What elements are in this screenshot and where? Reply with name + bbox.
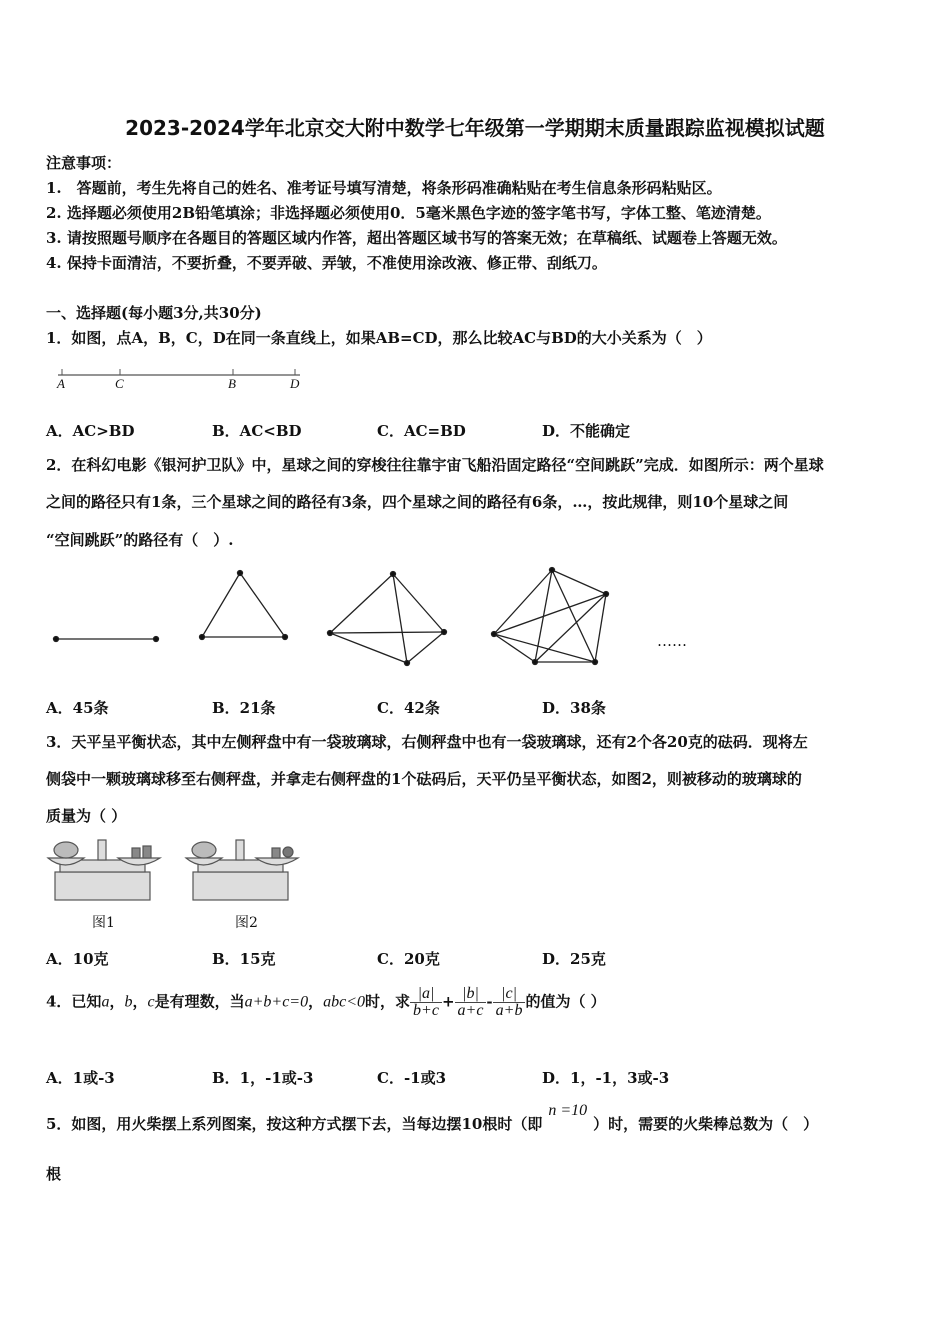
var-a: a: [101, 993, 110, 1011]
question-5-text: [46, 1102, 819, 1134]
figure-2-label: 图2: [235, 915, 258, 931]
point-label: C: [115, 376, 124, 391]
operator: +: [441, 992, 455, 1011]
fraction: $\frac{|a|}{b+c}$: [410, 986, 442, 1019]
var-b: b: [124, 993, 133, 1011]
question-3-line: 侧袋中一颗玻璃球移至右侧秤盘，并拿走右侧秤盘的1个砝码后，天平仍呈平衡状态，如图2，则被移动的玻璃球的: [46, 770, 802, 788]
note-item: 2. 选择题必须使用2B铅笔填涂；非选择题必须使用0．5毫米黑色字迹的签字笔书写，字体工整、笔迹清楚。: [46, 204, 771, 222]
exam-title: 2023-2024学年北京交大附中数学七年级第一学期期末质量跟踪监视模拟试题: [125, 116, 825, 140]
figure-1-label: 图1: [92, 915, 115, 931]
q5-text-part: ）时，需要的火柴棒总数为（ ）: [593, 1115, 819, 1133]
question-3-line: 3．天平呈平衡状态，其中左侧秤盘中有一袋玻璃球，右侧秤盘中也有一袋玻璃球，还有2个各20克的砝码．现将左: [46, 733, 808, 751]
fraction: $\frac{|c|}{a+b}$: [493, 986, 526, 1019]
option-d: D．25克: [542, 950, 606, 968]
note-item: 1. 答题前，考生先将自己的姓名、准考证号填写清楚，将条形码准确粘贴在考生信息条形码粘贴区。: [46, 179, 722, 197]
question-2-line: 之间的路径只有1条，三个星球之间的路径有3条，四个星球之间的路径有6条，…，按此规律，则10个星球之间: [46, 493, 789, 511]
option-c: C．20克: [377, 950, 440, 968]
option-d: D．1，-1，3或-3: [542, 1069, 670, 1087]
option-a: A．1或-3: [46, 1069, 115, 1087]
var-c: c: [147, 993, 155, 1011]
point-label: B: [228, 376, 236, 391]
option-b: B．15克: [212, 950, 276, 968]
fraction: $\frac{|b|}{a+c}$: [455, 986, 487, 1019]
q4-mid: 是有理数，当: [154, 992, 245, 1011]
note-item: 3. 请按照题号顺序在各题目的答题区域内作答，超出答题区域书写的答案无效；在草稿纸、试题卷上答题无效。: [46, 229, 787, 247]
question-4-text: 4．已知a，b，c是有理数，当a+b+c=0，abc<0时，求 $\frac{|a|}{b+c}$ + $\frac{|b|}{a+c}$ - $\frac{|c|}{a+b}$ 的值为（ ）: [46, 985, 606, 1019]
q4-mid2: 时，求: [365, 992, 411, 1011]
question-1-text: 1．如图，点A，B，C，D在同一条直线上，如果AB=CD，那么比较AC与BD的大小关系为（ ）: [46, 329, 712, 347]
option-b: B．AC<BD: [212, 422, 302, 440]
option-d: D．不能确定: [542, 422, 631, 440]
point-label: A: [57, 376, 65, 391]
option-b: B．1，-1或-3: [212, 1069, 314, 1087]
note-item: 4. 保持卡面清洁，不要折叠，不要弄破、弄皱，不准使用涂改液、修正带、刮纸刀。: [46, 254, 607, 272]
option-c: C．AC=BD: [377, 422, 466, 440]
operator: -: [486, 992, 493, 1011]
q4-prefix: 4．已知: [46, 992, 102, 1011]
q5-text-part: 5．如图，用火柴摆上系列图案，按这种方式摆下去，当每边摆10根时（即: [46, 1115, 543, 1133]
answer-unit: 根: [46, 1165, 62, 1183]
question-2-line: “空间跳跃”的路径有（ ）.: [46, 531, 234, 549]
option-a: A．45条: [46, 699, 109, 717]
q4-suffix: 的值为（ ）: [525, 992, 606, 1011]
option-a: A．10克: [46, 950, 109, 968]
question-2-line: 2．在科幻电影《银河护卫队》中，星球之间的穿梭往往靠宇宙飞船沿固定路径“空间跳跃”完成．如图所示：两个星球: [46, 456, 824, 474]
option-d: D．38条: [542, 699, 606, 717]
option-a: A．AC>BD: [46, 422, 135, 440]
condition-product: abc<0: [323, 993, 366, 1011]
option-b: B．21条: [212, 699, 276, 717]
option-c: C．-1或3: [377, 1069, 447, 1087]
notes-heading: 注意事项：: [46, 154, 122, 172]
condition-sum: a+b+c=0: [244, 993, 309, 1011]
point-label: D: [290, 376, 300, 391]
section-heading: 一、选择题(每小题3分,共30分): [46, 304, 262, 322]
n-equals-10: n =10: [548, 1102, 588, 1119]
option-c: C．42条: [377, 699, 440, 717]
question-3-line: 质量为（ ）: [46, 807, 127, 825]
ellipsis: ……: [657, 632, 687, 650]
